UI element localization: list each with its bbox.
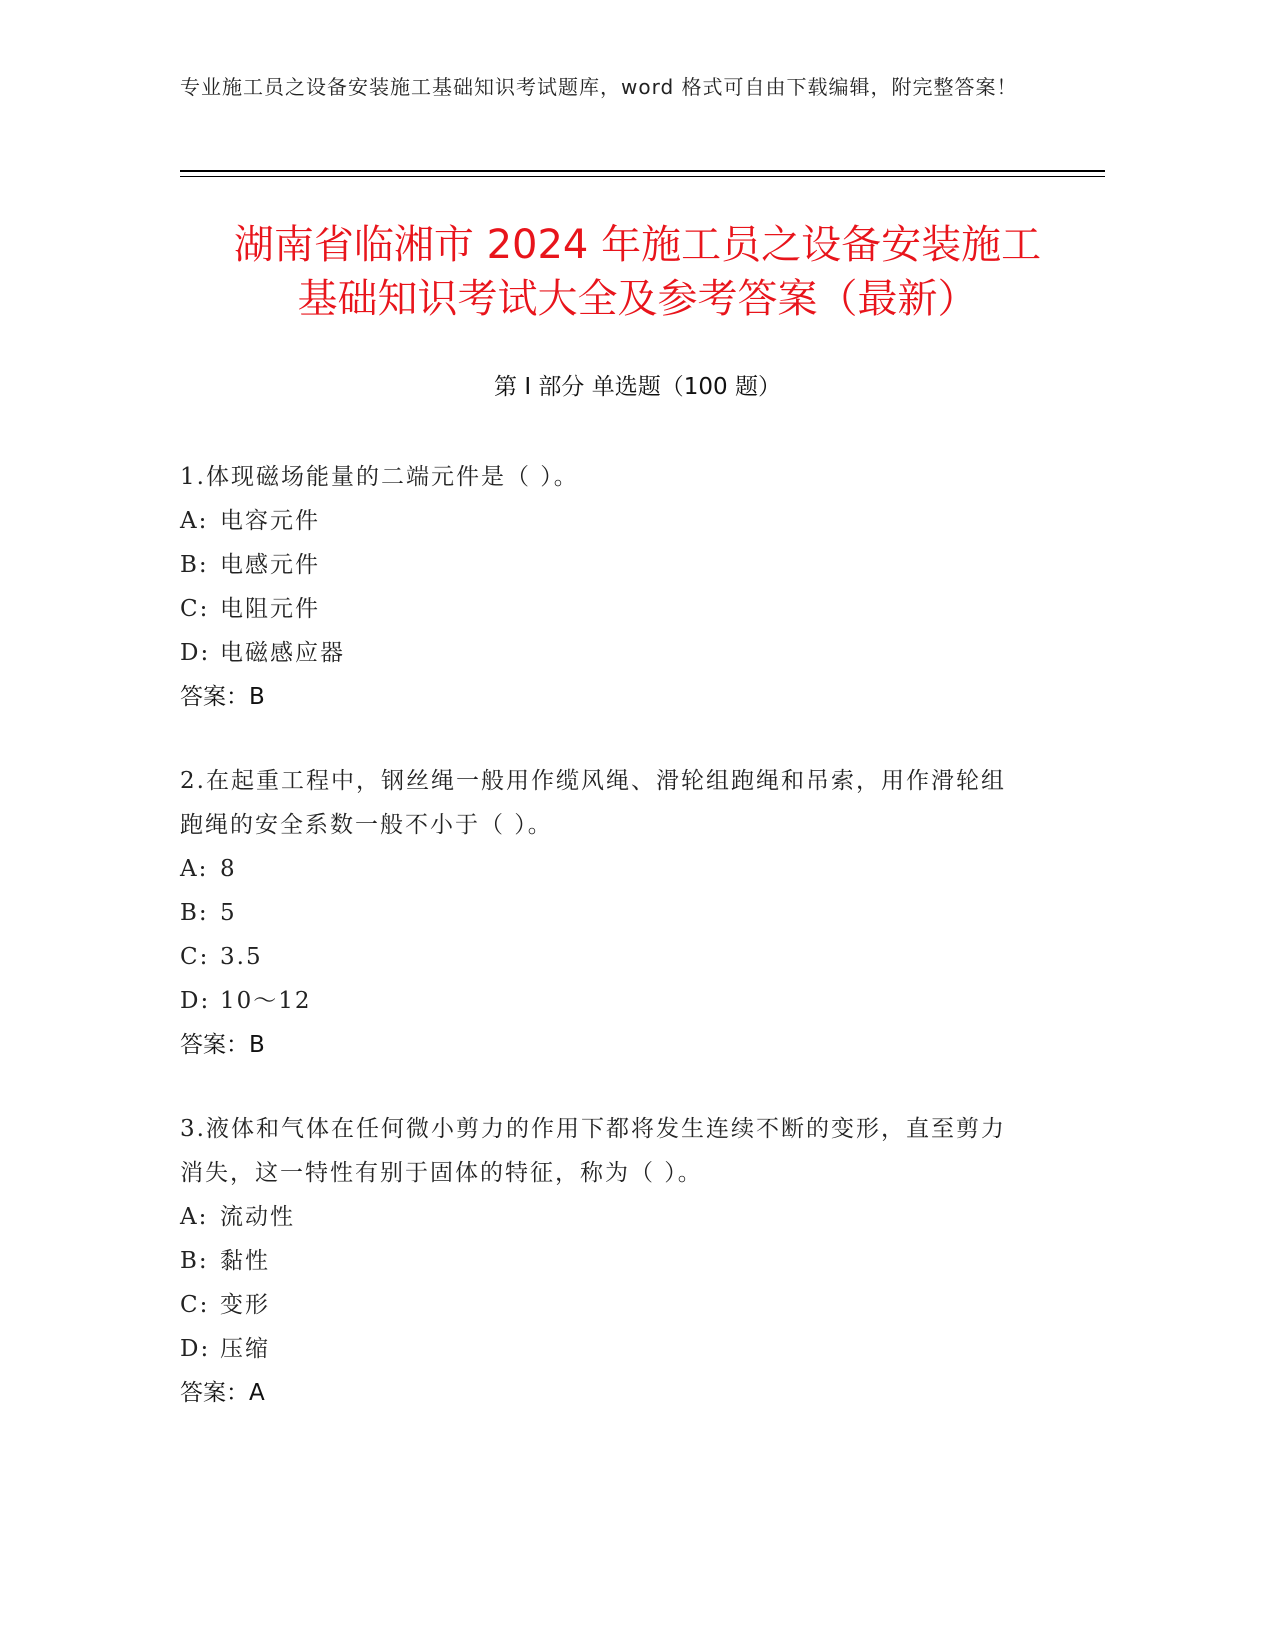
option-letter: B: — [180, 900, 209, 926]
answer-label: 答案：B — [180, 1032, 265, 1058]
question-stem: 3.液体和气体在任何微小剪力的作用下都将发生连续不断的变形，直至剪力消失，这一特性有别于固体的特征，称为（ ）。 — [180, 1116, 1006, 1186]
option-text: 5 — [220, 900, 237, 926]
document-title-line-2: 基础知识考试大全及参考答案（最新） — [297, 276, 978, 322]
option-d — [180, 631, 1030, 675]
option-letter: C: — [180, 1292, 210, 1318]
option-text: 压缩 — [220, 1336, 270, 1362]
question-stem: 2.在起重工程中，钢丝绳一般用作缆风绳、滑轮组跑绳和吊索，用作滑轮组跑绳的安全系数一般不小于（ ）。 — [180, 768, 1006, 838]
option-c — [180, 587, 1030, 631]
option-letter: D: — [180, 640, 211, 666]
option-b — [180, 543, 1030, 587]
option-letter: D: — [180, 1336, 211, 1362]
option-d — [180, 1327, 1030, 1371]
header-rule-thin — [180, 176, 1105, 177]
option-a — [180, 499, 1030, 543]
option-text: 3.5 — [220, 944, 263, 970]
option-letter: A: — [180, 856, 209, 882]
question-2 — [180, 759, 1030, 1067]
option-letter: A: — [180, 508, 209, 534]
option-text: 电磁感应器 — [220, 640, 345, 666]
option-letter: B: — [180, 1248, 209, 1274]
question-1 — [180, 455, 1030, 719]
question-stem: 1.体现磁场能量的二端元件是（ ）。 — [180, 464, 579, 490]
option-text: 8 — [220, 856, 237, 882]
option-text: 流动性 — [220, 1204, 295, 1230]
option-letter: C: — [180, 944, 210, 970]
option-c — [180, 1283, 1030, 1327]
option-a — [180, 1195, 1030, 1239]
section-title: 第 I 部分 单选题（100 题） — [494, 374, 781, 400]
option-c — [180, 935, 1030, 979]
answer-label: 答案：A — [180, 1380, 265, 1406]
option-letter: C: — [180, 596, 210, 622]
option-letter: D: — [180, 988, 211, 1014]
question-3 — [180, 1107, 1030, 1415]
option-b — [180, 1239, 1030, 1283]
option-text: 电感元件 — [220, 552, 320, 578]
option-b — [180, 891, 1030, 935]
document-title — [150, 218, 1125, 326]
option-letter: A: — [180, 1204, 209, 1230]
option-a — [180, 847, 1030, 891]
option-text: 10～12 — [220, 988, 312, 1014]
option-text: 黏性 — [220, 1248, 270, 1274]
option-text: 变形 — [220, 1292, 270, 1318]
document-title-line-1: 湖南省临湘市 2024 年施工员之设备安装施工 — [233, 222, 1042, 268]
question-list — [180, 455, 1030, 1455]
option-text: 电容元件 — [220, 508, 320, 534]
header-rule-thick — [180, 170, 1105, 172]
document-header-note: 专业施工员之设备安装施工基础知识考试题库，word 格式可自由下载编辑，附完整答案！ — [180, 75, 1018, 99]
option-text: 电阻元件 — [220, 596, 320, 622]
option-letter: B: — [180, 552, 209, 578]
answer-label: 答案：B — [180, 684, 265, 710]
option-d — [180, 979, 1030, 1023]
